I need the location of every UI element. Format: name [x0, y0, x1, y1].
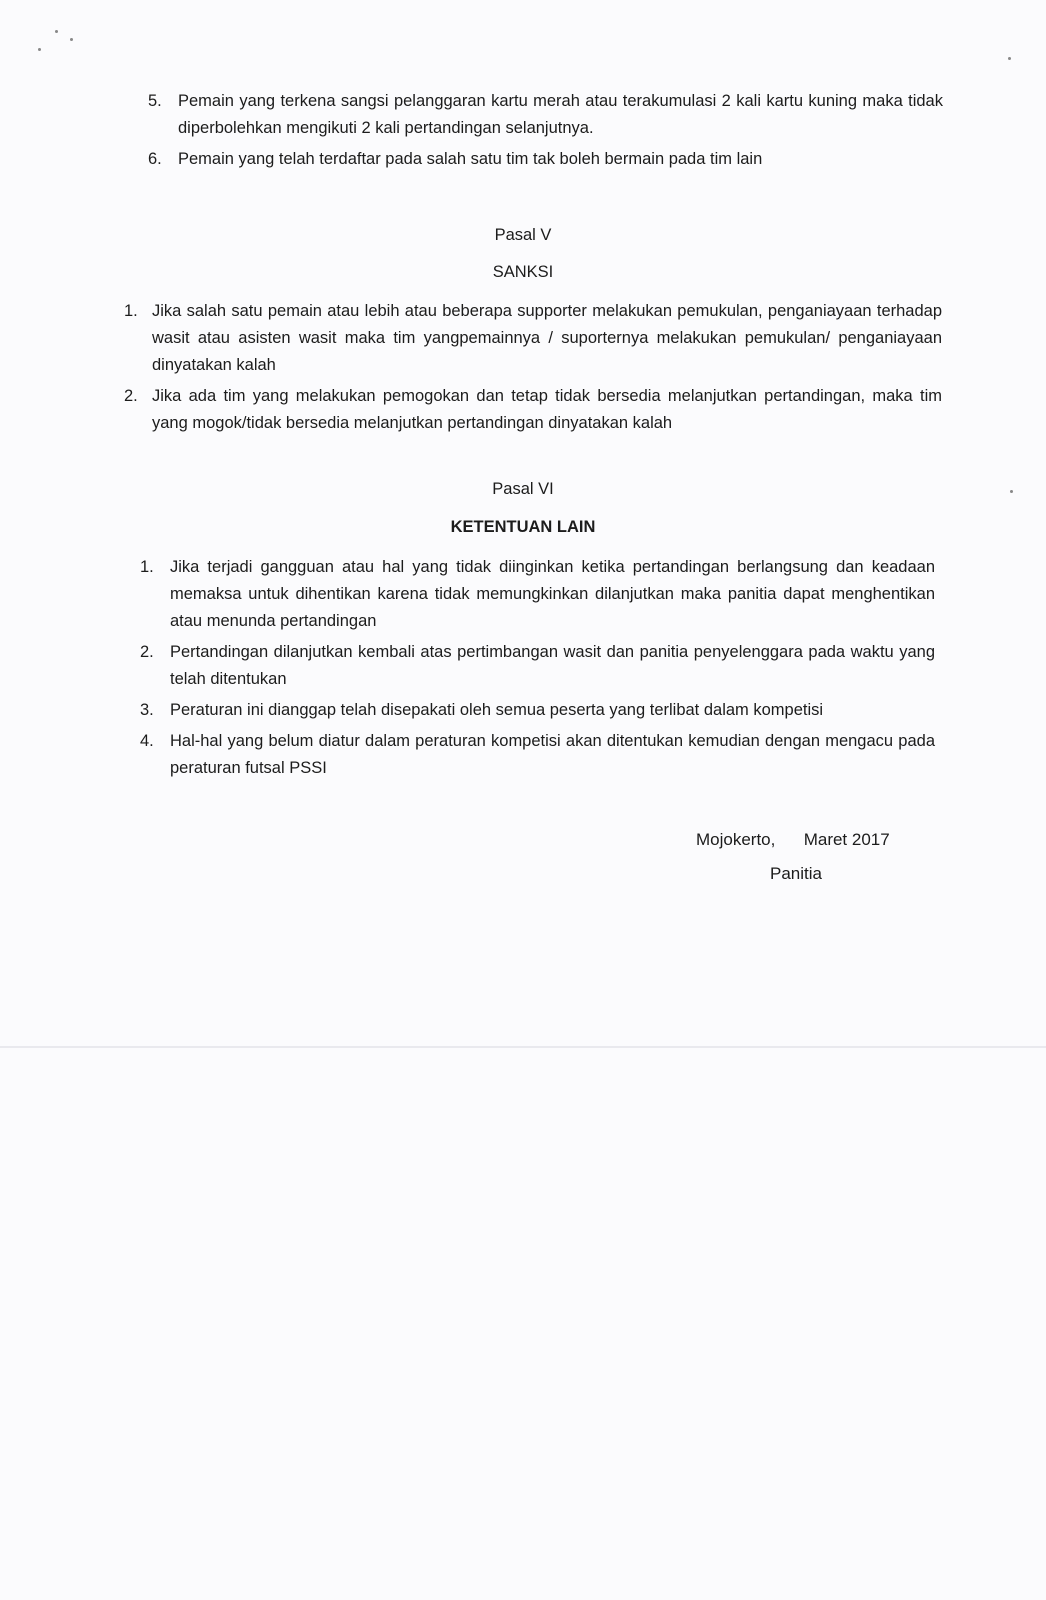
- list-item: [124, 298, 942, 379]
- scan-speck: [55, 30, 58, 33]
- item-number: 2.: [140, 643, 154, 661]
- item-text: Pemain yang telah terdaftar pada salah satu tim tak boleh bermain pada tim lain: [178, 150, 763, 168]
- sanksi-list: [124, 298, 942, 441]
- item-number: 5.: [148, 92, 162, 110]
- list-item: [124, 383, 942, 437]
- item-text: Jika ada tim yang melakukan pemogokan dan tetap tidak bersedia melanjutkan pertandingan, maka tim yang mogok/tidak bersedia melanjutkan pertandingan dinyatakan kalah: [152, 387, 942, 432]
- pasal-v-heading: Pasal V: [494, 226, 552, 244]
- pasal-vi-title: KETENTUAN LAIN: [450, 518, 596, 536]
- item-text: Pertandingan dilanjutkan kembali atas pertimbangan wasit dan panitia penyelenggara pada waktu yang telah ditentukan: [170, 643, 935, 688]
- scan-speck: [70, 38, 73, 41]
- list-item: [140, 554, 935, 635]
- rules-list-continued: [148, 88, 943, 177]
- item-number: 1.: [124, 302, 138, 320]
- ketentuan-lain-list: [140, 554, 935, 786]
- list-item: [140, 728, 935, 782]
- item-number: 1.: [140, 558, 154, 576]
- item-text: Hal-hal yang belum diatur dalam peraturan kompetisi akan ditentukan kemudian dengan mengacu pada peraturan futsal PSSI: [170, 732, 935, 777]
- list-item: [148, 88, 943, 142]
- scan-speck: [1008, 57, 1011, 60]
- list-item: [140, 639, 935, 693]
- item-number: 6.: [148, 150, 162, 168]
- committee-label: Panitia: [770, 864, 822, 883]
- place-date: Mojokerto, Maret 2017: [696, 830, 890, 849]
- pasal-vi-heading: Pasal VI: [492, 480, 554, 498]
- item-number: 4.: [140, 732, 154, 750]
- item-number: 2.: [124, 387, 138, 405]
- scan-speck: [38, 48, 41, 51]
- list-item: [140, 697, 935, 724]
- fold-line: [0, 1046, 1046, 1048]
- item-text: Peraturan ini dianggap telah disepakati oleh semua peserta yang terlibat dalam kompetisi: [170, 701, 824, 719]
- item-text: Jika terjadi gangguan atau hal yang tidak diinginkan ketika pertandingan berlangsung dan keadaan memaksa untuk dihentikan karena tidak memungkinkan dilanjutkan maka panitia dapat menghentikan atau menunda pertandingan: [170, 558, 935, 630]
- item-text: Pemain yang terkena sangsi pelanggaran kartu merah atau terakumulasi 2 kali kartu kuning maka tidak diperbolehkan mengikuti 2 kali pertandingan selanjutnya.: [178, 92, 943, 137]
- item-number: 3.: [140, 701, 154, 719]
- item-text: Jika salah satu pemain atau lebih atau beberapa supporter melakukan pemukulan, penganiayaan terhadap wasit atau asisten wasit maka tim yangpemainnya / suporternya melakukan pemukulan/ penganiayaan dinyatakan kalah: [152, 302, 942, 374]
- list-item: [148, 146, 943, 173]
- pasal-v-title: SANKSI: [492, 263, 554, 281]
